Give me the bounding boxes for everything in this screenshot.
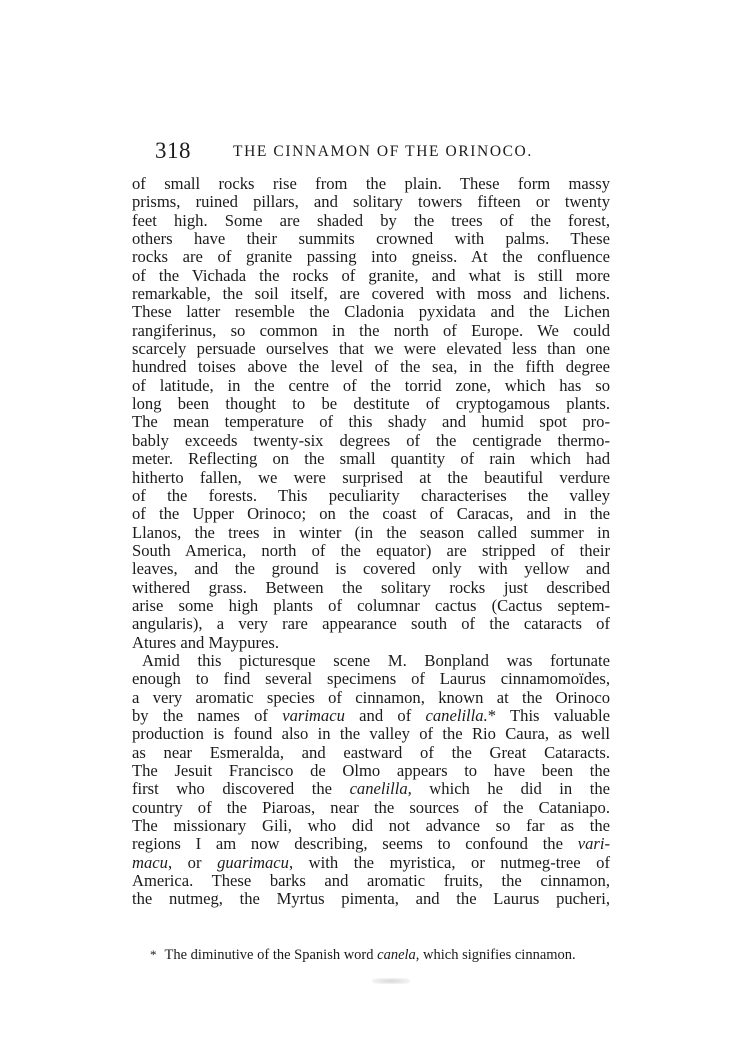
text-line: country of the Piaroas, near the sources of the Cataniapo. <box>132 797 610 817</box>
footnote-text: The diminutive of the Spanish word <box>164 947 378 963</box>
footnote <box>150 947 610 964</box>
text-line: angularis), a very rare appearance south of the cataracts of <box>132 614 610 634</box>
text-run: by the names of <box>132 705 283 725</box>
text-line: of the Upper Orinoco; on the coast of Caracas, and in the <box>132 504 610 524</box>
text-line: rangiferinus, so common in the north of Europe. We could <box>132 320 610 340</box>
text-line: hitherto fallen, we were surprised at the beautiful verdure <box>132 467 610 487</box>
footnote-italic-term: canela, <box>377 947 420 963</box>
italic-term: canelilla, <box>349 779 412 799</box>
text-line: South America, north of the equator) are stripped of their <box>132 540 610 560</box>
text-line: The missionary Gili, who did not advance so far as the <box>132 816 610 836</box>
italic-term: vari- <box>577 834 610 854</box>
text-line: of latitude, in the centre of the torrid zone, which has so <box>132 375 610 395</box>
text-line: leaves, and the ground is covered only with yellow and <box>132 559 610 579</box>
text-line: The Jesuit Francisco de Olmo appears to have been the <box>132 761 610 780</box>
text-line: prisms, ruined pillars, and solitary towers fifteen or twenty <box>132 192 610 212</box>
italic-term: guarimacu <box>217 852 289 872</box>
text-line: America. These barks and aromatic fruits, the cinnamon, <box>132 871 610 891</box>
text-line: of the Vichada the rocks of granite, and what is still more <box>132 265 610 285</box>
italic-term: canelilla. <box>425 705 488 725</box>
text-line: others have their summits crowned with palms. These <box>132 229 610 249</box>
text-run: regions I am now describing, seems to confound the <box>132 834 578 854</box>
text-line: production is found also in the valley of the Rio Caura, as well <box>132 724 610 744</box>
text-line: as near Esmeralda, and eastward of the Great Cataracts. <box>132 742 610 762</box>
text-line <box>132 780 610 798</box>
footnote-text-end: which signifies cinnamon. <box>419 947 576 963</box>
text-run: * This valuable <box>487 705 610 725</box>
text-line: Amid this picturesque scene M. Bonpland was fortunate <box>142 650 610 670</box>
italic-term: macu <box>132 852 168 872</box>
text-line: meter. Reflecting on the small quantity of rain which had <box>132 449 610 469</box>
running-title: THE CINNAMON OF THE ORINOCO. <box>233 143 533 160</box>
text-line: rocks are of granite passing into gneiss. At the confluence <box>132 247 610 267</box>
text-line: feet high. Some are shaded by the trees of the forest, <box>132 210 610 230</box>
text-line: long been thought to be destitute of cryptogamous plants. <box>132 394 610 414</box>
text-run: , or <box>167 852 218 872</box>
text-line <box>132 707 610 725</box>
text-line: bably exceeds twenty-six degrees of the centigrade thermo- <box>132 430 610 450</box>
text-line: a very aromatic species of cinnamon, known at the Orinoco <box>132 687 610 707</box>
text-line: Atures and Maypures. <box>132 632 280 652</box>
text-run: , with the myristica, or nutmeg-tree of <box>288 852 610 872</box>
text-line: the nutmeg, the Myrtus pimenta, and the Laurus pucheri, <box>132 889 610 909</box>
italic-term: varimacu <box>282 705 345 725</box>
text-run: and of <box>344 705 426 725</box>
text-line: of the forests. This peculiarity characterises the valley <box>132 485 610 505</box>
text-run: which he did in the <box>411 779 610 799</box>
text-run: first who discovered the <box>132 779 350 799</box>
text-line: remarkable, the soil itself, are covered with moss and lichens. <box>132 284 610 304</box>
text-line: enough to find several specimens of Laurus cinnamomoïdes, <box>132 669 610 689</box>
page-number: 318 <box>155 138 191 163</box>
text-line: arise some high plants of columnar cactus (Cactus septem- <box>132 595 610 615</box>
text-line <box>132 835 610 853</box>
text-line: withered grass. Between the solitary rocks just described <box>132 577 610 597</box>
text-line: of small rocks rise from the plain. These form massy <box>132 174 610 193</box>
text-line: The mean temperature of this shady and humid spot pro- <box>132 412 610 432</box>
ink-smudge <box>372 978 410 984</box>
text-line: These latter resemble the Cladonia pyxidata and the Lichen <box>132 302 610 322</box>
text-line: hundred toises above the level of the sea, in the fifth degree <box>132 357 610 377</box>
footnote-mark: * <box>150 947 157 962</box>
text-line: Llanos, the trees in winter (in the season called summer in <box>132 522 610 542</box>
text-line <box>132 854 610 872</box>
text-line: scarcely persuade ourselves that we were elevated less than one <box>132 339 610 359</box>
body-text <box>132 175 610 909</box>
running-head <box>155 138 613 168</box>
